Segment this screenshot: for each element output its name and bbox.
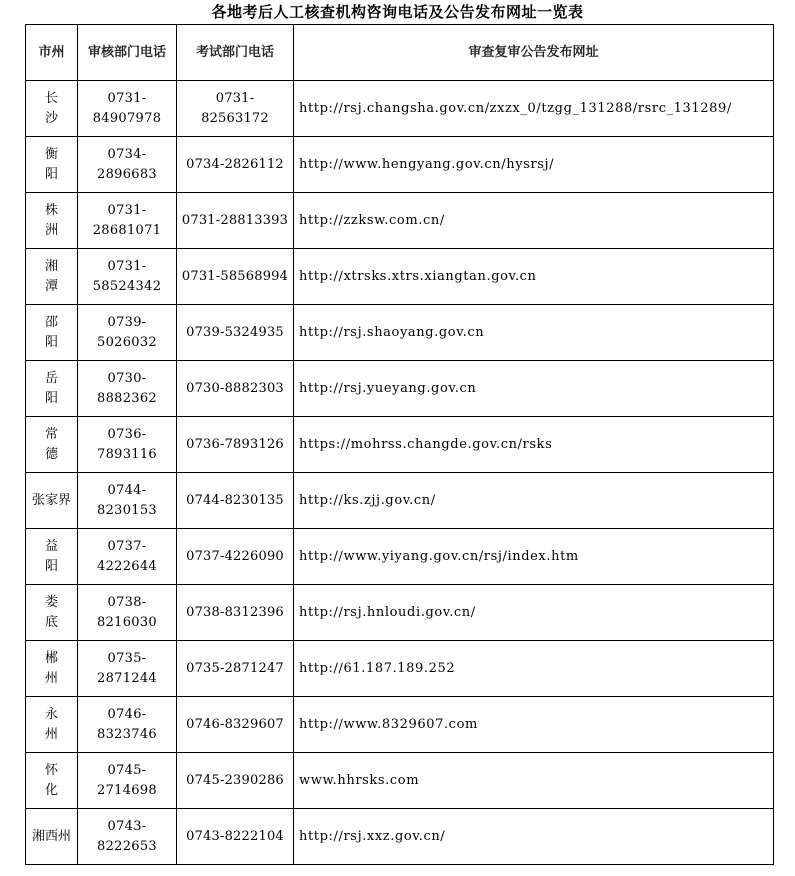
review-phone-area-code: 0734- [107,146,147,162]
table-row [26,81,774,137]
review-phone-area-code: 0730- [107,370,147,386]
notice-url-link[interactable]: http://rsj.shaoyang.gov.cn [299,324,485,340]
table-row [26,361,774,417]
exam-phone-cell [177,249,294,305]
exam-phone-number: 0746-8329607 [186,716,284,732]
city-name: 株洲 [44,202,58,238]
review-phone-number: 28681071 [92,222,162,238]
city-cell [26,641,78,697]
notice-url-cell [294,305,774,361]
review-phone-number: 84907978 [92,110,162,126]
exam-phone-cell [177,585,294,641]
review-phone-number: 58524342 [92,278,162,294]
review-phone-number: 8882362 [97,390,157,406]
city-cell [26,137,78,193]
header-city [26,25,78,81]
exam-phone-number: 0731-28813393 [181,212,289,228]
city-cell [26,193,78,249]
city-name: 永州 [44,706,58,742]
review-phone-cell [78,249,177,305]
review-phone-number: 7893116 [97,446,157,462]
header-review-phone-label: 审核部门电话 [87,45,166,60]
table-row [26,641,774,697]
city-cell [26,697,78,753]
notice-url-cell [294,137,774,193]
notice-url-cell [294,361,774,417]
review-phone-number: 2896683 [97,166,157,182]
review-phone-cell [78,585,177,641]
city-name: 衡阳 [44,146,58,182]
table-row [26,193,774,249]
exam-phone-number: 0744-8230135 [186,492,284,508]
notice-url-link[interactable]: http://www.yiyang.gov.cn/rsj/index.htm [299,548,579,564]
notice-url-link[interactable]: http://rsj.xxz.gov.cn/ [299,828,446,844]
city-name: 岳阳 [44,370,58,406]
notice-url-link[interactable]: http://rsj.changsha.gov.cn/zxzx_0/tzgg_131288/rsrc_131289/ [299,100,732,116]
review-phone-number: 8323746 [97,726,157,742]
exam-phone-cell [177,529,294,585]
table-row [26,473,774,529]
city-name: 长沙 [44,90,58,126]
notice-url-cell [294,473,774,529]
page-title: 各地考后人工核查机构咨询电话及公告发布网址一览表 [211,3,584,21]
notice-url-cell [294,697,774,753]
review-phone-area-code: 0746- [107,706,147,722]
notice-url-cell [294,417,774,473]
exam-phone-number: 0731-58568994 [181,268,289,284]
notice-url-link[interactable]: http://www.8329607.com [299,716,478,732]
review-phone-area-code: 0731- [107,258,147,274]
table-row [26,753,774,809]
city-cell [26,361,78,417]
city-name: 湘潭 [44,258,58,294]
header-city-label: 市州 [38,45,65,60]
city-name: 张家界 [31,492,71,508]
table-row [26,529,774,585]
exam-phone-area-code: 0731- [215,90,255,106]
exam-phone-number: 82563172 [201,110,269,126]
review-phone-number: 2714698 [97,782,157,798]
city-cell [26,585,78,641]
review-phone-number: 4222644 [97,558,157,574]
review-phone-number: 5026032 [97,334,157,350]
exam-phone-number: 0735-2871247 [186,660,284,676]
exam-phone-number: 0730-8882303 [186,380,284,396]
review-phone-cell [78,137,177,193]
review-phone-cell [78,361,177,417]
review-phone-area-code: 0731- [107,90,147,106]
review-phone-cell [78,417,177,473]
exam-phone-number: 0743-8222104 [186,828,284,844]
notice-url-link[interactable]: http://rsj.yueyang.gov.cn [299,380,477,396]
notice-url-cell [294,529,774,585]
table-row [26,809,774,865]
review-phone-cell [78,753,177,809]
review-phone-area-code: 0744- [107,482,147,498]
city-cell [26,529,78,585]
city-name: 湘西州 [31,828,71,844]
city-cell [26,81,78,137]
exam-phone-cell [177,81,294,137]
notice-url-link[interactable]: http://61.187.189.252 [299,660,456,676]
notice-url-cell [294,641,774,697]
notice-url-cell [294,193,774,249]
city-name: 邵阳 [44,314,58,350]
review-phone-cell [78,81,177,137]
review-phone-number: 8222653 [97,838,157,854]
table-row [26,697,774,753]
exam-phone-number: 0734-2826112 [186,156,284,172]
city-name: 常德 [44,426,58,462]
notice-url-link[interactable]: http://xtrsks.xtrs.xiangtan.gov.cn [299,268,537,284]
table-row [26,249,774,305]
table-row [26,137,774,193]
review-phone-number: 2871244 [97,670,157,686]
notice-url-link[interactable]: www.hhrsks.com [299,772,420,788]
city-cell [26,753,78,809]
table-header-row [26,25,774,81]
exam-phone-cell [177,137,294,193]
exam-phone-number: 0739-5324935 [186,324,284,340]
notice-url-cell [294,753,774,809]
table-row [26,305,774,361]
city-name: 怀化 [44,762,58,798]
review-phone-cell [78,473,177,529]
city-name: 娄底 [44,594,58,630]
review-phone-area-code: 0737- [107,538,147,554]
exam-phone-cell [177,305,294,361]
header-exam-phone [177,25,294,81]
exam-phone-cell [177,641,294,697]
city-cell [26,249,78,305]
city-cell [26,473,78,529]
contact-table [25,24,774,865]
notice-url-cell [294,585,774,641]
city-name: 郴州 [44,650,58,686]
exam-phone-number: 0737-4226090 [186,548,284,564]
review-phone-area-code: 0731- [107,202,147,218]
notice-url-link[interactable]: https://mohrss.changde.gov.cn/rsks [299,436,553,452]
exam-phone-number: 0745-2390286 [186,772,284,788]
review-phone-number: 8230153 [97,502,157,518]
review-phone-cell [78,193,177,249]
header-notice-url-label: 审查复审公告发布网址 [468,45,599,60]
city-name: 益阳 [44,538,58,574]
review-phone-cell [78,305,177,361]
header-review-phone [78,25,177,81]
notice-url-cell [294,249,774,305]
notice-url-link[interactable]: http://ks.zjj.gov.cn/ [299,492,436,508]
exam-phone-number: 0738-8312396 [186,604,284,620]
exam-phone-cell [177,417,294,473]
exam-phone-cell [177,809,294,865]
exam-phone-cell [177,361,294,417]
notice-url-cell [294,81,774,137]
review-phone-cell [78,809,177,865]
review-phone-area-code: 0738- [107,594,147,610]
review-phone-area-code: 0736- [107,426,147,442]
exam-phone-cell [177,473,294,529]
city-cell [26,809,78,865]
review-phone-cell [78,697,177,753]
table-row [26,585,774,641]
review-phone-cell [78,641,177,697]
notice-url-cell [294,809,774,865]
exam-phone-number: 0736-7893126 [186,436,284,452]
review-phone-cell [78,529,177,585]
table-row [26,417,774,473]
notice-url-link[interactable]: http://www.hengyang.gov.cn/hysrsj/ [299,156,555,172]
exam-phone-cell [177,697,294,753]
review-phone-number: 8216030 [97,614,157,630]
review-phone-area-code: 0735- [107,650,147,666]
header-exam-phone-label: 考试部门电话 [195,45,274,60]
header-notice-url [294,25,774,81]
review-phone-area-code: 0739- [107,314,147,330]
exam-phone-cell [177,753,294,809]
notice-url-link[interactable]: http://rsj.hnloudi.gov.cn/ [299,604,476,620]
city-cell [26,417,78,473]
exam-phone-cell [177,193,294,249]
review-phone-area-code: 0745- [107,762,147,778]
notice-url-link[interactable]: http://zzksw.com.cn/ [299,212,445,228]
city-cell [26,305,78,361]
review-phone-area-code: 0743- [107,818,147,834]
